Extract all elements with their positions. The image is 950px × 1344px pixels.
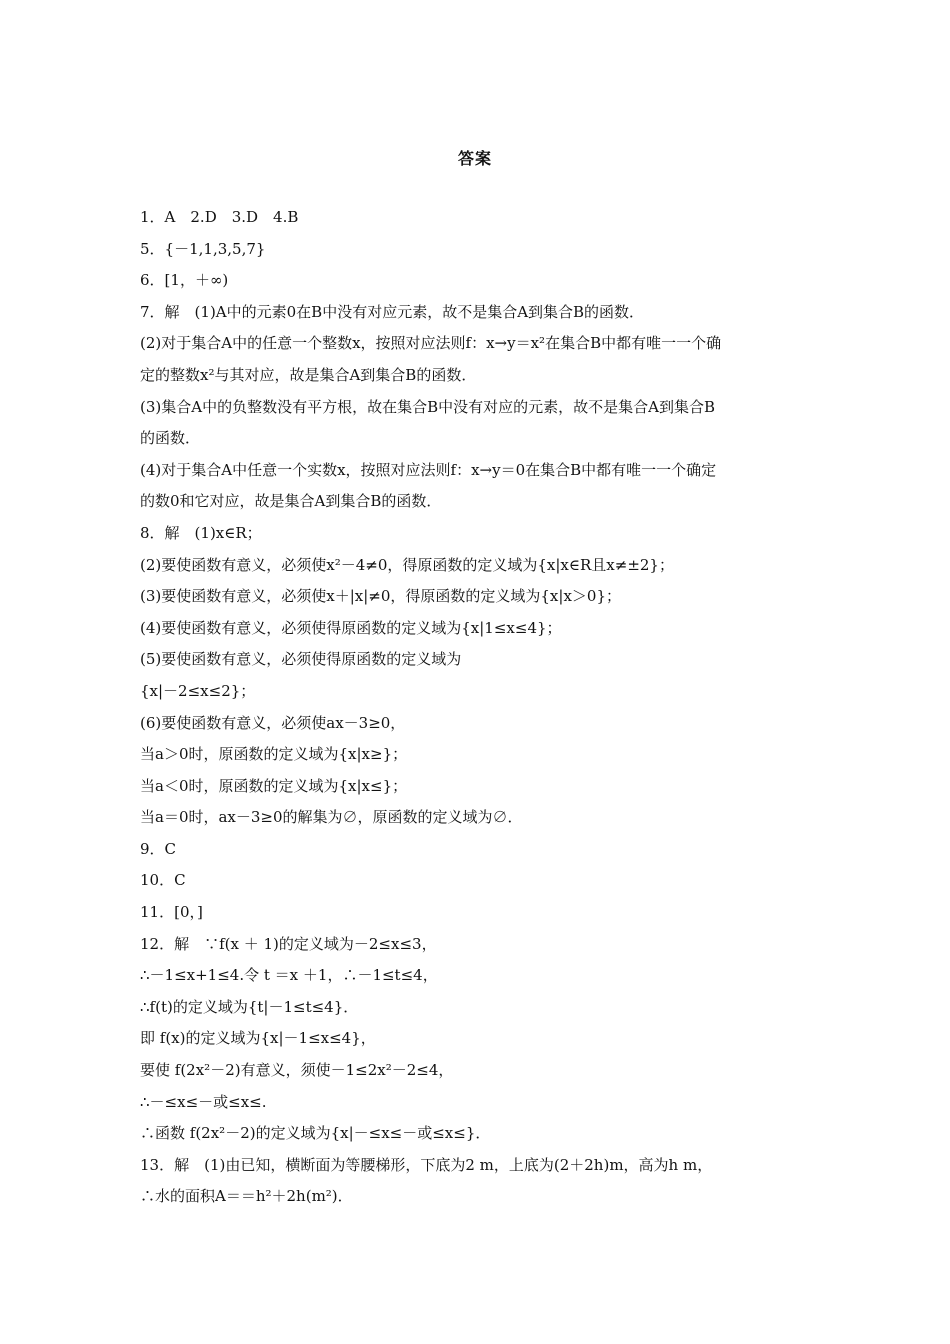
answer-line: (6)要使函数有意义，必须使ax－3≥0， <box>140 713 406 732</box>
answer-line: 1．A 2.D 3.D 4.B <box>140 208 299 226</box>
answer-line: 要使 f(2x²－2)有意义，须使－1≤2x²－2≤4， <box>140 1061 454 1080</box>
answer-line: 12．解 ∵f(x ＋ 1)的定义域为－2≤x≤3， <box>140 934 437 953</box>
answer-line: 7．解 (1)A中的元素0在B中没有对应元素，故不是集合A到集合B的函数． <box>140 302 645 321</box>
answer-line: 10．C <box>140 871 186 890</box>
answer-line: 9．C <box>140 839 177 858</box>
answer-line: 8．解 (1)x∈R； <box>140 523 262 542</box>
answer-line: ∴水的面积A＝＝h²＋2h(m²)． <box>140 1187 353 1206</box>
answer-line: ∴f(t)的定义域为{t|－1≤t≤4}． <box>140 997 359 1016</box>
answer-line: ∴－1≤x+1≤4.令 t ＝x ＋1，∴－1≤t≤4， <box>140 966 438 985</box>
answer-line: 的数0和它对应，故是集合A到集合B的函数． <box>140 492 442 511</box>
answer-line: (2)对于集合A中的任意一个整数x，按照对应法则f：x→y＝x²在集合B中都有唯一一个确 <box>140 334 722 353</box>
answer-line: (4)对于集合A中任意一个实数x，按照对应法则f：x→y＝0在集合B中都有唯一一个确定 <box>140 460 717 479</box>
answer-line: 当a＜0时，原函数的定义域为{x|x≤}； <box>140 776 408 795</box>
answer-line: (3)要使函数有意义，必须使x＋|x|≠0，得原函数的定义域为{x|x＞0}； <box>140 587 621 606</box>
answer-line: ∴－≤x≤－或≤x≤. <box>140 1092 267 1111</box>
answer-line: 当a＞0时，原函数的定义域为{x|x≥}； <box>140 745 408 764</box>
answer-list <box>140 202 820 1213</box>
answer-line: 的函数． <box>140 429 201 448</box>
page-title: 答案 <box>457 149 492 168</box>
answer-line: 13．解 (1)由已知，横断面为等腰梯形，下底为2 m，上底为(2＋2h)m，高为h m， <box>140 1155 713 1174</box>
answer-line: 定的整数x²与其对应，故是集合A到集合B的函数． <box>140 365 477 384</box>
answer-line: {x|－2≤x≤2}； <box>140 681 256 700</box>
answer-line: 当a＝0时，ax－3≥0的解集为∅，原函数的定义域为∅． <box>140 808 523 827</box>
answer-line: 11．[0，] <box>140 903 203 922</box>
answer-line: 6．[1，＋∞) <box>140 271 229 290</box>
answer-line: 5．{－1,1,3,5,7} <box>140 239 266 258</box>
answer-line: (2)要使函数有意义，必须使x²－4≠0，得原函数的定义域为{x|x∈R且x≠±2}； <box>140 555 674 574</box>
answer-line: 即 f(x)的定义域为{x|－1≤x≤4}， <box>140 1029 376 1048</box>
answer-line: (3)集合A中的负整数没有平方根，故在集合B中没有对应的元素，故不是集合A到集合B <box>140 397 715 416</box>
answer-line: ∴函数 f(2x²－2)的定义域为{x|－≤x≤－或≤x≤}． <box>140 1124 491 1143</box>
answer-line: (4)要使函数有意义，必须使得原函数的定义域为{x|1≤x≤4}； <box>140 618 562 637</box>
answer-line: (5)要使函数有意义，必须使得原函数的定义域为 <box>140 650 462 669</box>
